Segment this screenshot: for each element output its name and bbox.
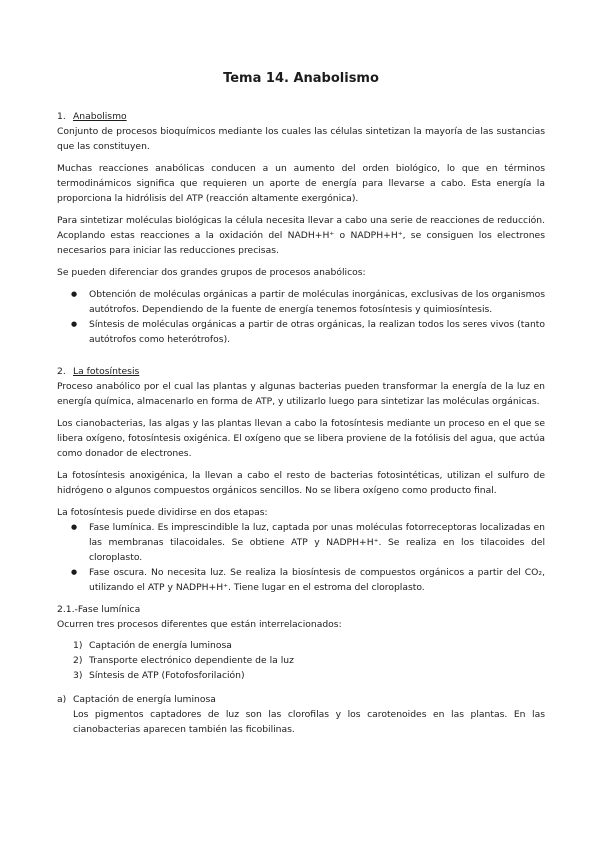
section-heading-anabolismo (57, 109, 545, 124)
list-item: ● Obtención de moléculas orgánicas a partir de moléculas inorgánicas, exclusivas de los organismos autótrofos. Dependiendo de la fuente de energía tenemos fotosíntesis y quimiosíntesis. (57, 287, 545, 317)
subsection-heading: 2.1.-Fase lumínica (57, 604, 141, 615)
paragraph: Conjunto de procesos bioquímicos mediante los cuales las células sintetizan la mayoría de las sustancias que las constituyen. (57, 126, 545, 152)
document-page (57, 70, 545, 737)
subsection-heading-captacion (57, 692, 545, 707)
list-marker: 1) (73, 640, 83, 651)
section-number: 1. (57, 111, 66, 122)
paragraph: Los pigmentos captadores de luz son las clorofilas y los carotenoides en las plantas. En las cianobacterias aparecen también las ficobilinas. (73, 709, 545, 735)
list-marker: 3) (73, 670, 83, 681)
paragraph: La fotosíntesis puede dividirse en dos etapas: (57, 507, 268, 518)
paragraph: Ocurren tres procesos diferentes que están interrelacionados: (57, 619, 342, 630)
paragraph: Proceso anabólico por el cual las plantas y algunas bacterias pueden transformar la energía de la luz en energía química, almacenarlo en forma de ATP, y utilizarlo luego para sintetizar las moléculas orgánicas. (57, 381, 545, 407)
list-item (57, 638, 545, 653)
paragraph: La fotosíntesis anoxigénica, la llevan a cabo el resto de bacterias fotosintéticas, utilizan el sulfuro de hidrógeno o algunos compuestos orgánicos sencillos. No se libera oxígeno como producto final. (57, 470, 545, 496)
list-item (57, 653, 545, 668)
list-text: Transporte electrónico dependiente de la luz (89, 655, 294, 666)
bullet-list (57, 287, 545, 347)
list-marker: 2) (73, 655, 83, 666)
list-item: ● Fase lumínica. Es imprescindible la luz, captada por unas moléculas fotorreceptoras localizadas en las membranas tilacoidales. Se obtiene ATP y NADPH+H⁺. Se realiza en los tilacoides del cloroplasto. (57, 520, 545, 565)
document-title: Tema 14. Anabolismo (223, 71, 379, 86)
list-text: Captación de energía luminosa (89, 640, 232, 651)
section-title: La fotosíntesis (73, 366, 140, 377)
section-title: Anabolismo (73, 111, 127, 122)
list-item: ● Síntesis de moléculas orgánicas a partir de otras orgánicas, la realizan todos los seres vivos (tanto autótrofos como heterótrofos). (57, 317, 545, 347)
list-item (57, 668, 545, 683)
paragraph: Los cianobacterias, las algas y las plantas llevan a cabo la fotosíntesis mediante un proceso en el que se libera oxígeno, fotosíntesis oxigénica. El oxígeno que se libera proviene de la fotólisis del agua, que actúa como donador de electrones. (57, 418, 545, 459)
list-item: ● Fase oscura. No necesita luz. Se realiza la biosíntesis de compuestos orgánicos a partir del CO₂, utilizando el ATP y NADPH+H⁺. Tiene lugar en el estroma del cloroplasto. (57, 565, 545, 595)
numbered-list (57, 638, 545, 683)
section-number: 2. (57, 366, 66, 377)
subsection-marker: a) (57, 694, 67, 705)
section-heading-fotosintesis (57, 364, 545, 379)
paragraph: Muchas reacciones anabólicas conducen a un aumento del orden biológico, lo que en términos termodinámicos significa que requieren un aporte de energía para llevarse a cabo. Esta energía la proporciona la hidrólisis del ATP (reacción altamente exergónica). (57, 163, 545, 204)
list-text: Síntesis de ATP (Fotofosforilación) (89, 670, 245, 681)
subsection-title: Captación de energía luminosa (73, 694, 216, 705)
paragraph: Para sintetizar moléculas biológicas la célula necesita llevar a cabo una serie de reacciones de reducción. Acoplando estas reacciones a la oxidación del NADH+H⁺ o NADPH+H⁺, se consiguen los electrones necesarios para iniciar las reducciones precisas. (57, 215, 545, 256)
paragraph: Se pueden diferenciar dos grandes grupos de procesos anabólicos: (57, 267, 366, 278)
bullet-list (57, 520, 545, 595)
